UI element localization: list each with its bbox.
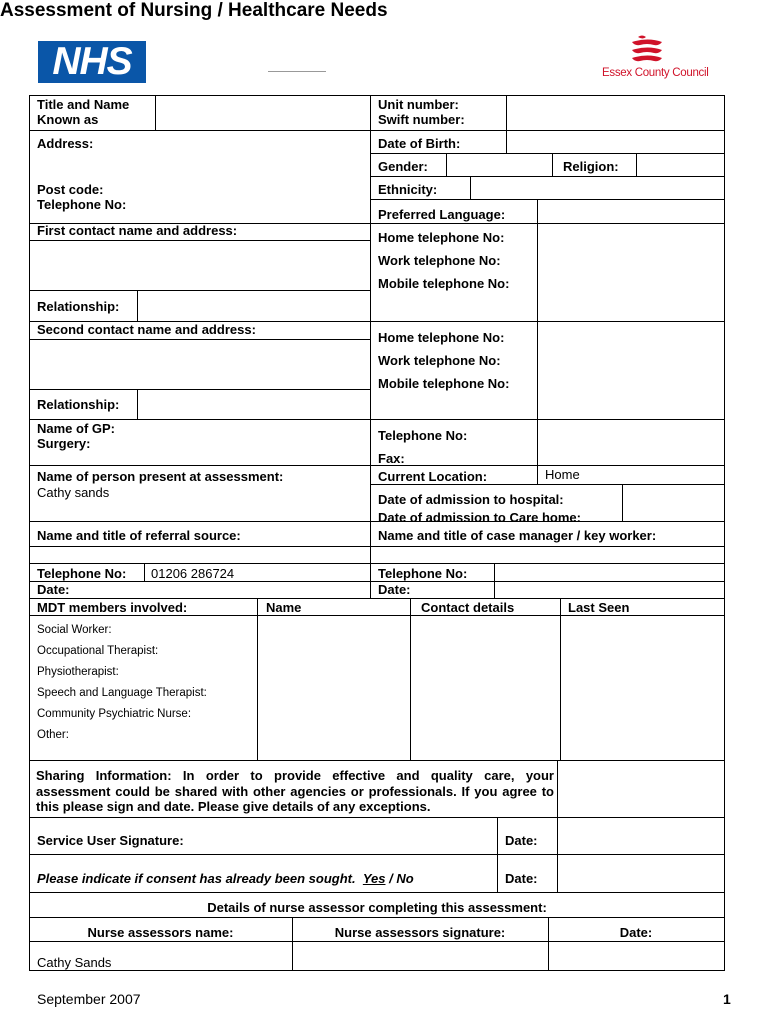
post-code-label: Post code: bbox=[37, 182, 104, 197]
mdt-role: Community Psychiatric Nurse: bbox=[37, 708, 192, 720]
grid-line bbox=[29, 941, 725, 942]
ethnicity-label: Ethnicity: bbox=[378, 182, 438, 197]
referral-telephone-label: Telephone No: bbox=[37, 566, 127, 581]
grid-line bbox=[470, 176, 471, 199]
grid-line bbox=[537, 419, 538, 465]
date-label: Date: bbox=[505, 833, 538, 848]
referral-source-label: Name and title of referral source: bbox=[37, 528, 241, 543]
grid-line bbox=[560, 598, 561, 760]
second-contact-label: Second contact name and address: bbox=[37, 322, 256, 337]
grid-line bbox=[144, 563, 145, 581]
grid-line bbox=[29, 290, 370, 291]
person-present-value: Cathy sands bbox=[37, 485, 110, 500]
grid-line bbox=[636, 153, 637, 176]
unit-swift-number-input[interactable] bbox=[507, 96, 723, 152]
grid-line bbox=[494, 581, 724, 582]
assessor-name-label: Nurse assessors name: bbox=[87, 925, 234, 940]
mdt-col-contact: Contact details bbox=[421, 600, 515, 615]
consent-no-option[interactable]: / No bbox=[385, 871, 414, 886]
grid-line bbox=[29, 581, 370, 582]
grid-line bbox=[370, 465, 724, 466]
grid-line bbox=[137, 389, 138, 419]
consent-question: Please indicate if consent has already been sought. Yes / No bbox=[37, 871, 414, 886]
admission-care-home-label: Date of admission to Care home: bbox=[378, 510, 581, 525]
grid-line bbox=[137, 290, 138, 321]
grid-line bbox=[29, 615, 725, 616]
grid-line bbox=[29, 521, 370, 522]
grid-line bbox=[29, 917, 725, 918]
grid-line bbox=[537, 199, 538, 223]
case-manager-telephone-label: Telephone No: bbox=[378, 566, 468, 581]
home-telephone-label: Home telephone No: bbox=[378, 330, 505, 345]
mdt-col-name: Name bbox=[266, 600, 302, 615]
mobile-telephone-label: Mobile telephone No: bbox=[378, 276, 510, 291]
mdt-heading: MDT members involved: bbox=[37, 600, 188, 615]
grid-line bbox=[29, 389, 370, 390]
grid-line bbox=[370, 153, 724, 154]
date-label: Date: bbox=[505, 871, 538, 886]
grid-line bbox=[370, 484, 724, 485]
council-name: Essex County Council bbox=[602, 67, 709, 79]
grid-line bbox=[370, 563, 724, 564]
page-title: Assessment of Nursing / Healthcare Needs bbox=[0, 0, 388, 21]
case-manager-label: Name and title of case manager / key worker: bbox=[378, 528, 657, 543]
grid-line bbox=[29, 563, 370, 564]
page-number: 1 bbox=[723, 991, 731, 1007]
gp-fax-label: Fax: bbox=[378, 451, 405, 466]
admission-hospital-label: Date of admission to hospital: bbox=[378, 492, 564, 507]
grid-line bbox=[370, 223, 724, 224]
home-telephone-label: Home telephone No: bbox=[378, 230, 505, 245]
grid-line bbox=[29, 130, 370, 131]
grid-line bbox=[29, 95, 30, 970]
assessor-signature-label: Nurse assessors signature: bbox=[334, 925, 506, 940]
gp-telephone-label: Telephone No: bbox=[378, 428, 468, 443]
grid-line bbox=[552, 153, 553, 176]
first-contact-input[interactable] bbox=[30, 241, 369, 289]
religion-label: Religion: bbox=[563, 159, 619, 174]
grid-line bbox=[29, 970, 725, 971]
mdt-role: Physiotherapist: bbox=[37, 666, 119, 678]
grid-line bbox=[29, 854, 725, 855]
gp-name-label: Name of GP: bbox=[37, 421, 116, 436]
work-telephone-label: Work telephone No: bbox=[378, 253, 501, 268]
date-of-birth-label: Date of Birth: bbox=[378, 136, 461, 151]
title-name-label: Title and Name bbox=[37, 97, 130, 112]
grid-line bbox=[29, 419, 370, 420]
swift-number-label: Swift number: bbox=[378, 112, 465, 127]
referral-date-label: Date: bbox=[37, 582, 70, 597]
current-location-label: Current Location: bbox=[378, 469, 488, 484]
sharing-information-text: Sharing Information: In order to provide effective and quality care, your assessment could be shared with other agencies or professionals. If you agree to this please sign and date. Please give details of any exceptions. bbox=[36, 768, 554, 814]
preferred-language-label: Preferred Language: bbox=[378, 207, 506, 222]
grid-line bbox=[257, 598, 258, 760]
grid-line bbox=[537, 465, 538, 484]
consent-yes-option[interactable]: Yes bbox=[362, 871, 386, 886]
grid-line bbox=[29, 892, 725, 893]
referral-source-input[interactable] bbox=[30, 547, 369, 562]
second-contact-input[interactable] bbox=[30, 340, 369, 388]
grid-line bbox=[370, 321, 724, 322]
grid-line bbox=[557, 760, 558, 817]
grid-line bbox=[370, 199, 724, 200]
grid-line bbox=[370, 419, 724, 420]
grid-line bbox=[537, 223, 538, 321]
grid-line bbox=[29, 465, 370, 466]
first-contact-label: First contact name and address: bbox=[37, 223, 238, 238]
assessor-date-label: Date: bbox=[619, 925, 653, 940]
grid-line bbox=[622, 484, 623, 521]
address-label: Address: bbox=[37, 136, 94, 151]
grid-line bbox=[410, 598, 411, 760]
mdt-role: Other: bbox=[37, 729, 69, 741]
grid-line bbox=[446, 153, 447, 176]
grid-line bbox=[370, 546, 724, 547]
assessor-heading: Details of nurse assessor completing this assessment: bbox=[207, 900, 547, 915]
referral-telephone-value: 01206 286724 bbox=[151, 566, 235, 581]
footer-date: September 2007 bbox=[37, 991, 141, 1007]
case-manager-date-label: Date: bbox=[378, 582, 411, 597]
relationship-label: Relationship: bbox=[37, 397, 120, 412]
gender-label: Gender: bbox=[378, 159, 428, 174]
title-underline bbox=[268, 71, 326, 72]
grid-line bbox=[29, 598, 725, 599]
signature-label: Service User Signature: bbox=[37, 833, 184, 848]
mdt-role: Speech and Language Therapist: bbox=[37, 687, 207, 699]
current-location-value: Home bbox=[545, 467, 580, 482]
known-as-label: Known as bbox=[37, 112, 99, 127]
grid-line bbox=[724, 95, 725, 970]
telephone-label: Telephone No: bbox=[37, 197, 127, 212]
work-telephone-label: Work telephone No: bbox=[378, 353, 501, 368]
grid-line bbox=[29, 817, 725, 818]
nhs-logo: NHS bbox=[38, 41, 146, 83]
person-present-label: Name of person present at assessment: bbox=[37, 469, 284, 484]
relationship-label: Relationship: bbox=[37, 299, 120, 314]
grid-line bbox=[370, 176, 724, 177]
mdt-role: Social Worker: bbox=[37, 624, 112, 636]
assessor-name-value: Cathy Sands bbox=[37, 955, 112, 970]
grid-line bbox=[537, 321, 538, 419]
mobile-telephone-label: Mobile telephone No: bbox=[378, 376, 510, 391]
unit-number-label: Unit number: bbox=[378, 97, 459, 112]
surgery-label: Surgery: bbox=[37, 436, 91, 451]
title-name-input[interactable] bbox=[156, 96, 369, 129]
mdt-col-last-seen: Last Seen bbox=[568, 600, 630, 615]
grid-line bbox=[370, 95, 371, 599]
mdt-role: Occupational Therapist: bbox=[37, 645, 159, 657]
grid-line bbox=[29, 760, 725, 761]
